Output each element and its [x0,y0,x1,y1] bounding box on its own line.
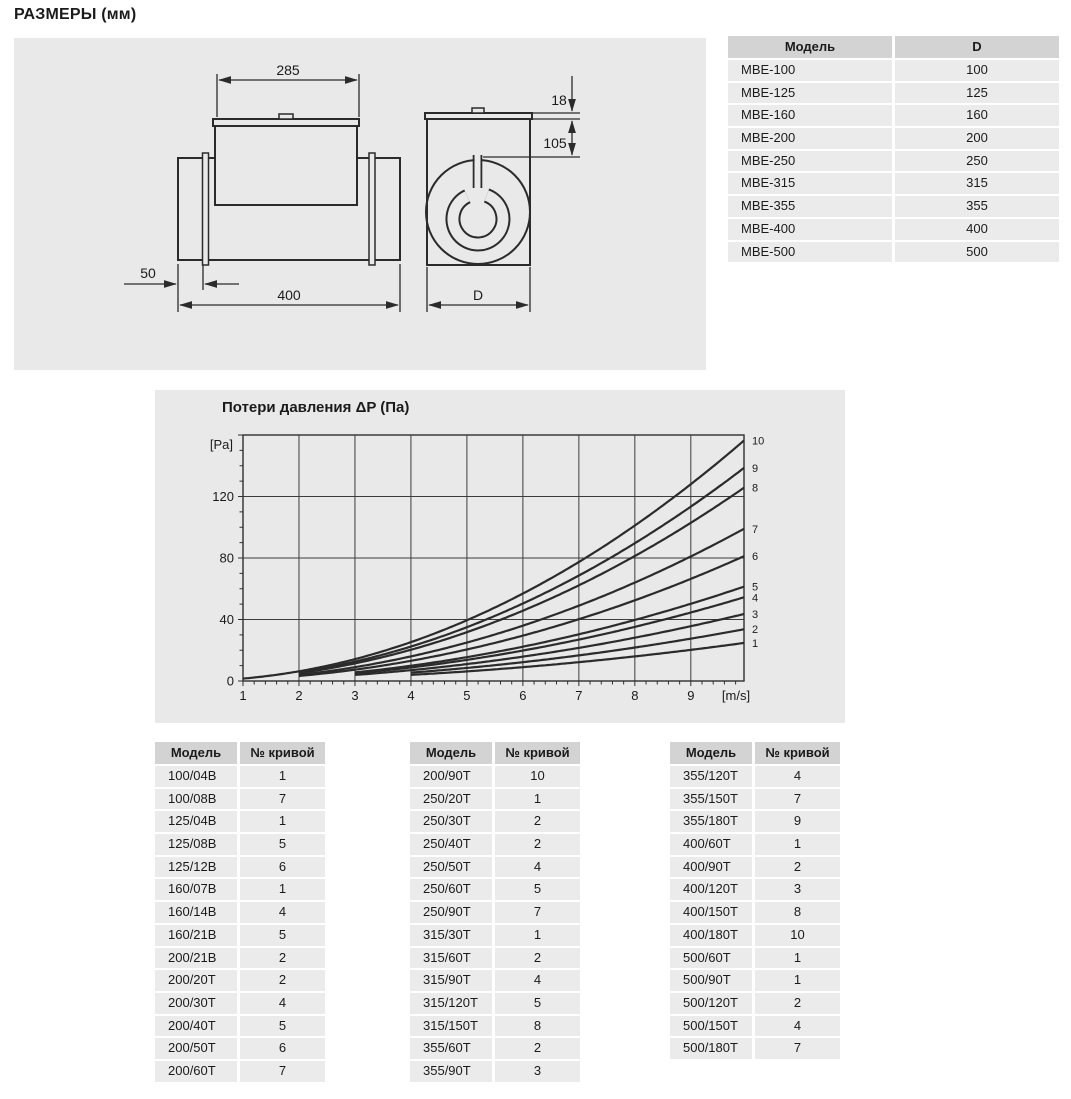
x-tick-label: 3 [351,688,359,703]
column-header-model: Модель [728,36,892,58]
column-header-model: Модель [670,742,752,764]
dim-box-depth-label: 105 [543,135,567,151]
value-cell: 7 [240,1061,325,1082]
model-cell: 355/150T [670,789,752,810]
model-cell: 400/90T [670,857,752,878]
x-tick-label: 5 [463,688,471,703]
value-cell: 4 [495,970,580,991]
y-tick-label: 0 [226,673,234,689]
value-cell: 1 [755,970,840,991]
y-tick-label: 120 [212,489,234,504]
value-cell: 2 [495,811,580,832]
model-cell: 400/60T [670,834,752,855]
model-cell: 400/180T [670,925,752,946]
model-cell: 315/90T [410,970,492,991]
value-cell: 125 [895,83,1059,104]
value-cell: 2 [240,970,325,991]
value-cell: 160 [895,105,1059,126]
x-tick-label: 9 [687,688,695,703]
value-cell: 9 [755,811,840,832]
model-cell: МВЕ-100 [728,60,892,81]
model-cell: 315/30T [410,925,492,946]
model-cell: МВЕ-160 [728,105,892,126]
model-cell: 500/120T [670,993,752,1014]
model-cell: 355/180T [670,811,752,832]
dim-lid-thickness-label: 18 [551,92,567,108]
model-cell: 250/20T [410,789,492,810]
model-cell: 355/60T [410,1038,492,1059]
x-tick-label: 4 [407,688,415,703]
value-cell: 5 [240,1016,325,1037]
value-cell: 4 [495,857,580,878]
model-cell: 200/21B [155,948,237,969]
value-cell: 5 [240,925,325,946]
value-cell: 2 [755,857,840,878]
value-cell: 4 [755,766,840,787]
curve-number-label: 5 [752,581,759,594]
value-cell: 250 [895,151,1059,172]
value-cell: 2 [755,993,840,1014]
pressure-curve-7 [299,529,744,675]
value-cell: 400 [895,219,1059,240]
model-cell: МВЕ-125 [728,83,892,104]
value-cell: 2 [240,948,325,969]
model-cell: 500/180T [670,1038,752,1059]
curve-number-label: 10 [752,435,765,448]
model-cell: 200/90T [410,766,492,787]
x-tick-label: 2 [295,688,303,703]
curve-number-label: 6 [752,551,759,564]
value-cell: 100 [895,60,1059,81]
model-cell: 100/08B [155,789,237,810]
value-cell: 7 [755,1038,840,1059]
column-header-curve: № кривой [755,742,840,764]
model-cell: 200/30T [155,993,237,1014]
curve-number-label: 7 [752,523,759,536]
curve-table-2 [410,742,580,1082]
column-header-curve: № кривой [495,742,580,764]
model-cell: 355/90T [410,1061,492,1082]
model-cell: 200/50T [155,1038,237,1059]
model-cell: 125/08B [155,834,237,855]
pressure-curve-4 [355,597,744,673]
value-cell: 8 [755,902,840,923]
curve-number-label: 4 [752,592,759,605]
column-header-curve: № кривой [240,742,325,764]
pressure-chart-panel [155,390,845,723]
value-cell: 6 [240,1038,325,1059]
model-cell: 200/20T [155,970,237,991]
value-cell: 2 [495,948,580,969]
value-cell: 7 [755,789,840,810]
value-cell: 500 [895,242,1059,263]
value-cell: 4 [240,902,325,923]
model-cell: 250/90T [410,902,492,923]
value-cell: 7 [495,902,580,923]
dim-body-length-label: 400 [277,287,301,303]
curve-number-label: 2 [752,624,759,637]
model-cell: 500/150T [670,1016,752,1037]
front-lid-handle [472,108,484,113]
value-cell: 3 [755,879,840,900]
curve-number-label: 1 [752,637,759,650]
value-cell: 4 [755,1016,840,1037]
value-cell: 1 [755,834,840,855]
value-cell: 3 [495,1061,580,1082]
value-cell: 1 [240,879,325,900]
model-cell: МВЕ-400 [728,219,892,240]
dim-top-width-label: 285 [276,62,300,78]
model-cell: МВЕ-250 [728,151,892,172]
x-tick-label: 6 [519,688,527,703]
model-cell: 160/21B [155,925,237,946]
pressure-loss-chart [155,390,845,723]
value-cell: 8 [495,1016,580,1037]
curve-table-1 [155,742,325,1082]
x-axis-unit-label: [m/s] [721,688,751,703]
value-cell: 7 [240,789,325,810]
dim-diameter-label: D [472,287,484,303]
model-cell: МВЕ-200 [728,128,892,149]
value-cell: 5 [495,879,580,900]
value-cell: 1 [495,925,580,946]
model-cell: 100/04B [155,766,237,787]
lid-handle [279,114,293,119]
value-cell: 5 [240,834,325,855]
value-cell: 2 [495,834,580,855]
model-cell: МВЕ-315 [728,173,892,194]
model-cell: 400/120T [670,879,752,900]
duct-collar-right [369,153,375,265]
model-cell: 250/50T [410,857,492,878]
y-axis-unit-label: [Pa] [209,437,233,452]
value-cell: 1 [240,766,325,787]
model-cell: 200/60T [155,1061,237,1082]
dim-collar-offset-label: 50 [140,265,156,281]
value-cell: 315 [895,173,1059,194]
model-cell: 355/120T [670,766,752,787]
curve-number-label: 8 [752,482,759,495]
curve-number-label: 3 [752,609,759,622]
duct-collar-left [203,153,209,265]
model-cell: 315/150T [410,1016,492,1037]
model-cell: 315/60T [410,948,492,969]
x-tick-label: 8 [631,688,639,703]
model-cell: 400/150T [670,902,752,923]
y-tick-label: 40 [219,612,234,627]
value-cell: 10 [755,925,840,946]
value-cell: 1 [495,789,580,810]
model-cell: 250/60T [410,879,492,900]
model-cell: 125/04B [155,811,237,832]
model-diameter-table [728,36,1059,262]
column-header-model: Модель [155,742,237,764]
value-cell: 1 [240,811,325,832]
terminal-box [215,126,357,205]
value-cell: 4 [240,993,325,1014]
terminal-box-lid [213,119,359,126]
model-cell: 200/40T [155,1016,237,1037]
value-cell: 5 [495,993,580,1014]
chart-title: Потери давления ΔP (Па) [222,399,410,416]
model-cell: 250/30T [410,811,492,832]
model-cell: 500/60T [670,948,752,969]
model-cell: 125/12B [155,857,237,878]
model-cell: МВЕ-355 [728,196,892,217]
y-tick-label: 80 [219,550,234,566]
value-cell: 200 [895,128,1059,149]
model-cell: 160/14B [155,902,237,923]
x-tick-label: 1 [239,688,247,703]
value-cell: 6 [240,857,325,878]
model-cell: 160/07B [155,879,237,900]
curve-table-3 [670,742,840,1059]
side-view [178,114,400,265]
value-cell: 355 [895,196,1059,217]
model-cell: 500/90T [670,970,752,991]
model-cell: 315/120T [410,993,492,1014]
dimension-drawing [14,38,706,370]
front-lid [425,113,532,119]
x-tick-label: 7 [575,688,583,703]
value-cell: 2 [495,1038,580,1059]
value-cell: 1 [755,948,840,969]
value-cell: 10 [495,766,580,787]
model-cell: МВЕ-500 [728,242,892,263]
curve-number-label: 9 [752,462,759,475]
dimensions-panel [14,38,706,370]
page-title: РАЗМЕРЫ (мм) [14,6,137,23]
model-cell: 250/40T [410,834,492,855]
column-header-diameter: D [895,36,1059,58]
column-header-model: Модель [410,742,492,764]
